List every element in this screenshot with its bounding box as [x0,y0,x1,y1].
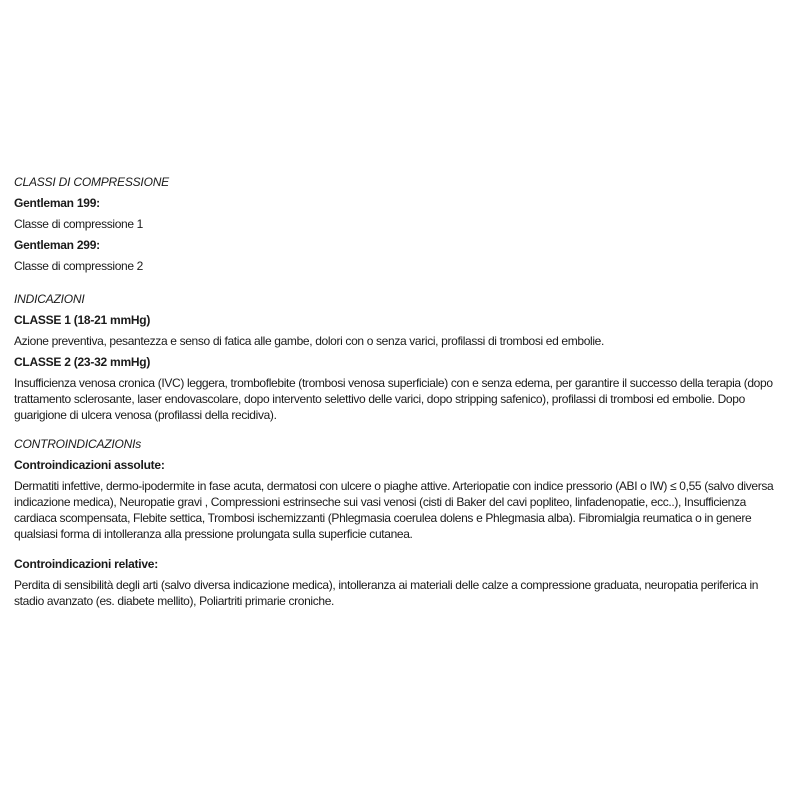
label-classe-1: CLASSE 1 (18-21 mmHg) [14,313,151,327]
text-classe-compressione-1: Classe di compressione 1 [14,217,143,231]
section-heading-indicazioni: INDICAZIONI [14,292,85,306]
text-classe-1-indicazioni: Azione preventiva, pesantezza e senso di fatica alle gambe, dolori con o senza varici, profilassi di trombosi ed embolie. [14,334,604,348]
section-heading-controindicazioni: CONTROINDICAZIONIs [14,437,142,451]
label-classe-2: CLASSE 2 (23-32 mmHg) [14,355,151,369]
section-heading-classi-di-compressione: CLASSI DI COMPRESSIONE [14,175,169,189]
label-gentleman-199: Gentleman 199: [14,196,100,210]
label-gentleman-299: Gentleman 299: [14,238,100,252]
text-classe-2-indicazioni: Insufficienza venosa cronica (IVC) leggera, tromboflebite (trombosi venosa superficiale) con e senza edema, per garantire il successo della terapia (dopo trattamento sclerosante, laser endovascolare, dopo intervento selettivo delle varici, dopo stripping safenico), profilassi di trombosi ed embolie. Dopo guarigione di ulcera venosa (profilassi della recidiva). [14,376,773,422]
product-info-document [14,174,776,614]
label-controindicazioni-assolute: Controindicazioni assolute: [14,458,165,472]
text-classe-compressione-2: Classe di compressione 2 [14,259,143,273]
text-controindicazioni-assolute: Dermatiti infettive, dermo-ipodermite in fase acuta, dermatosi con ulcere o piaghe attive. Arteriopatie con indice pressorio (ABI o IW) ≤ 0,55 (salvo diversa indicazione medica), Neuropatie gravi , Compressioni estrinseche sui vasi venosi (cisti di Baker del cavi popliteo, linfadenopatie, ecc..), Insufficienza cardiaca scompensata, Flebite settica, Trombosi ischemizzanti (Phlegmasia coerulea dolens e Phlegmasia alba). Fibromialgia reumatica o in genere qualsiasi forma di intolleranza alla pressione prolungata sulla superficie cutanea. [14,479,774,541]
text-controindicazioni-relative: Perdita di sensibilità degli arti (salvo diversa indicazione medica), intolleranza ai materiali delle calze a compressione graduata, neuropatia periferica in stadio avanzato (es. diabete mellito), Poliartriti primarie croniche. [14,578,759,608]
label-controindicazioni-relative: Controindicazioni relative: [14,557,158,571]
